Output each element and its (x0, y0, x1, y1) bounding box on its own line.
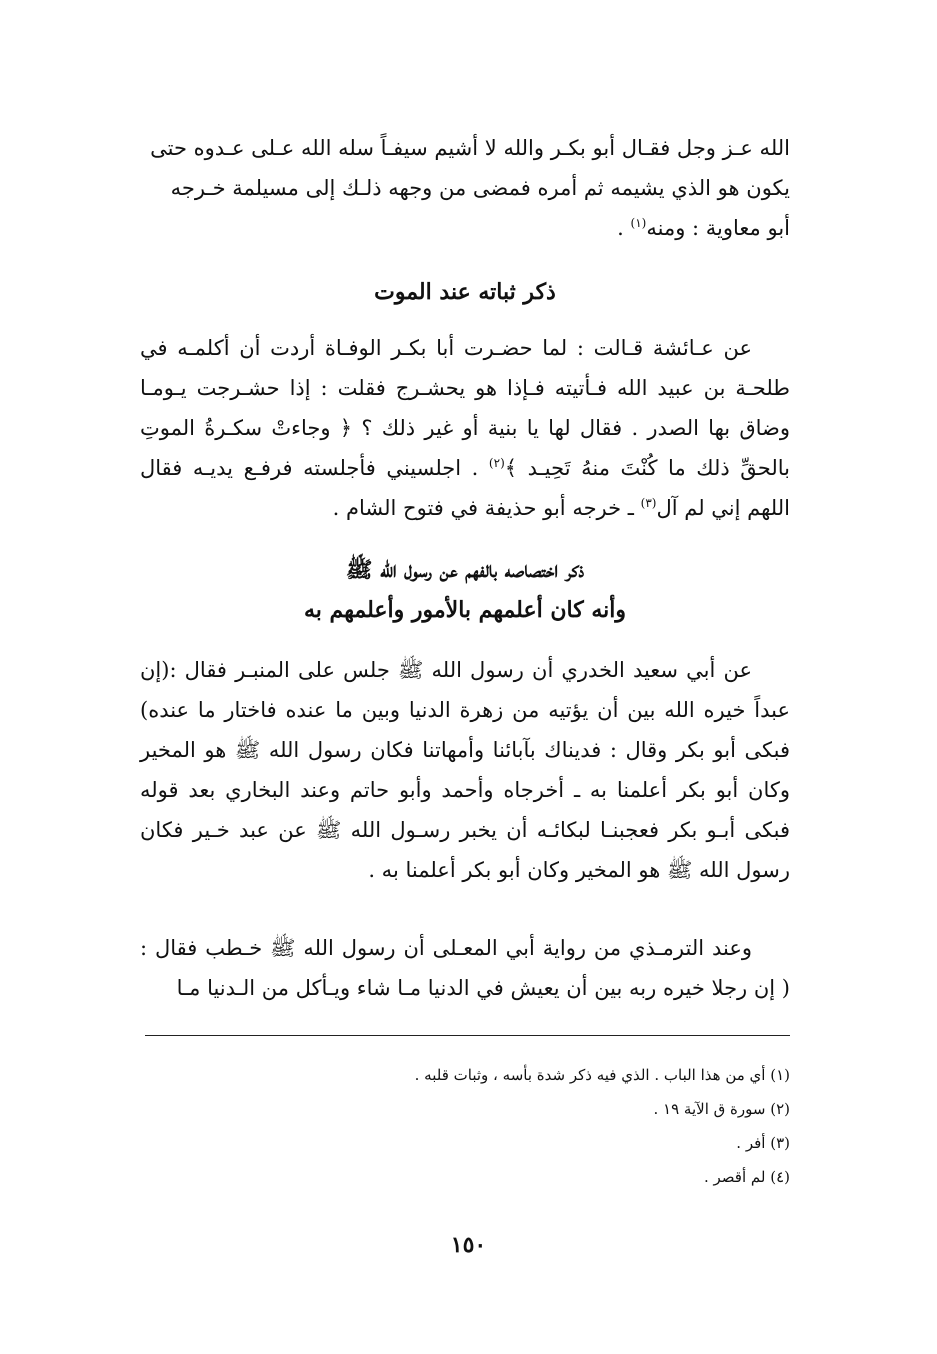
paragraph-khudri (140, 650, 790, 890)
footnote-ref[interactable]: (١) (630, 216, 647, 230)
footnote: (١) أي من هذا الباب . الذي فيه ذكر شدة بأسه ، وثبات قلبه . (414, 1066, 790, 1084)
section-heading (140, 550, 790, 630)
paragraph-death (140, 328, 790, 528)
paragraph-tirmidhi (140, 928, 790, 1008)
text-segment: ـ خرجه أبو حذيفة في فتوح الشام . (332, 496, 641, 520)
section-heading (140, 272, 790, 312)
footnote-ref[interactable]: (٣) (640, 496, 657, 510)
footnote-ref[interactable]: (٢) (488, 456, 505, 470)
text-segment: . اجلسيني فأجلسته فرفـع يديـه فقال اللهم إني لم آل (140, 456, 790, 520)
footnote: (٤) لم أقصر . (703, 1168, 790, 1186)
heading-line: وأنه كان أعلمهم بالأمور وأعلمهم به (303, 597, 627, 623)
heading-line: ذكر ثباته عند الموت (374, 279, 556, 305)
text-line: يكون هو الذي يشيمه ثم أمره فمضى من وجهه ذلـك إلى مسيلمة خـرجه (170, 176, 790, 200)
paragraph-text: وعند الترمـذي من رواية أبي المعـلى أن رسول الله ﷺ خـطب فقال : ( إن رجلا خيره ربه بين أن يعيش في الدنيا مـا شاء ويـأكل من الـدنيا مـا (140, 936, 790, 1000)
footnotes (140, 1058, 790, 1194)
footnote-divider (145, 1035, 790, 1036)
footnote: (٢) سورة ق الآية ١٩ . (653, 1100, 790, 1118)
text-line (140, 208, 790, 248)
text-segment: أبو معاوية : ومنه (646, 216, 790, 240)
paragraph-text (140, 328, 790, 528)
text-segment: عن عـائشة قـالت : لما حضـرت أبا بكـر الوفـاة أردت أن أكلمـه في طلحـة بن عبيد الله فـأتيته فـإذا هو يحشـرج فقلت : إذا حشـرجت يـومـا وضاق بها الصدر . فقال لها يا بنية أو غير ذلك ؟ ﴿ وجاءتْ سكـرةُ الموتِ بالحقِّ ذلك ما كُنْتَ منهُ تَحِيـد ﴾ (140, 336, 790, 480)
footnote: (٣) أفر . (736, 1134, 790, 1152)
paragraph-continuation (140, 128, 790, 248)
heading-line: ذكر اختصاصه بالفهم عن رسول الله ﷺ (345, 557, 585, 583)
text-line: الله عـز وجل فقـال أبو بكـر والله لا أشيم سيفـاً سله الله عـلى عـدوه حتى (150, 136, 790, 160)
paragraph-text: عن أبي سعيد الخدري أن رسول الله ﷺ جلس على المنبـر فقال :(إن عبداً خيره الله بين أن يؤتيه من زهرة الدنيا وبين ما عنده فاختار ما عنده) فبكى أبو بكر وقال : فديناك بآبائنا وأمهاتنا فكان رسول الله ﷺ هو المخير وكان أبو بكر أعلمنا به ـ أخرجاه وأحمد وأبو حاتم وعند البخاري بعد قوله فبكى أبـو بكر فعجبنـا لبكائـه أن يخبر رسـول الله ﷺ عن عبد خـير فكان رسول الله ﷺ هو المخير وكان أبو بكر أعلمنا به . (140, 658, 790, 882)
text-segment: . (617, 216, 631, 240)
page-number: ١٥٠ (450, 1232, 487, 1258)
